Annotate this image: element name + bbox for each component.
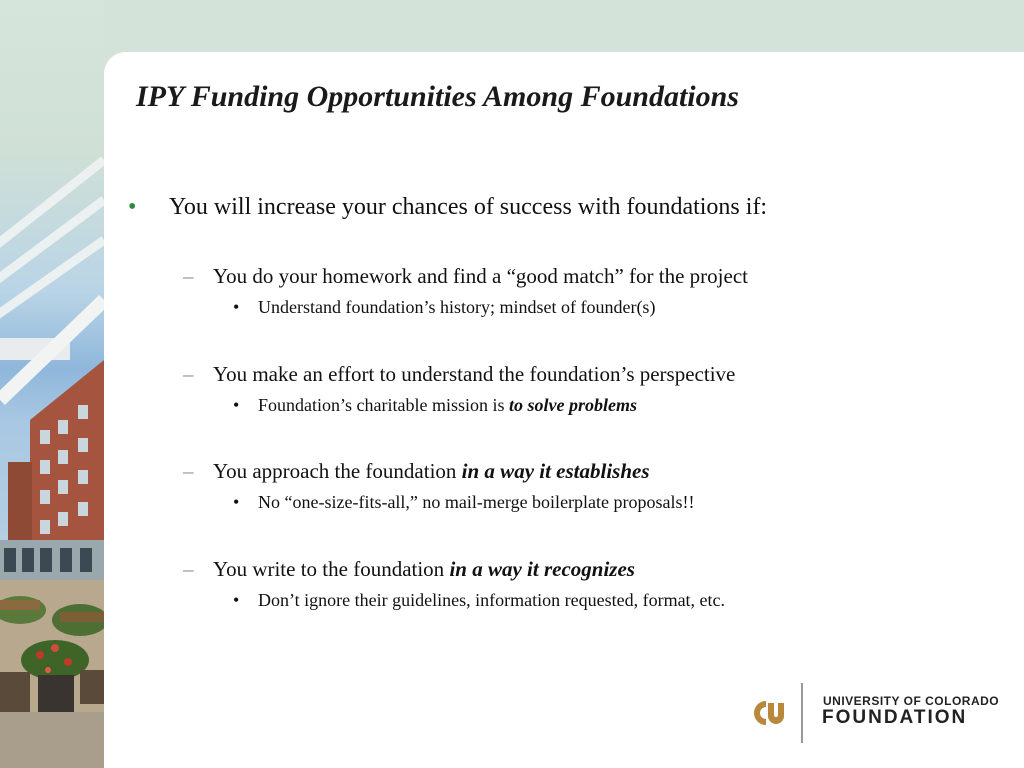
- main-bullet-text: You will increase your chances of success with foundations if:: [169, 194, 768, 220]
- detail-bullet-marker: •: [233, 590, 240, 610]
- detail-4: [258, 590, 725, 611]
- detail-2-emphasis: to solve problems: [508, 395, 637, 415]
- logo-line-foundation: FOUNDATION: [822, 707, 968, 728]
- detail-bullet-marker: •: [233, 395, 240, 415]
- sub-point-1-text: You do your homework and find a “good match” for the project: [213, 264, 748, 288]
- sub-point-2: [213, 362, 735, 387]
- main-bullet-marker: •: [128, 194, 137, 220]
- detail-2-text: Foundation’s charitable mission is: [258, 395, 509, 415]
- sub-point-dash: –: [183, 557, 194, 581]
- logo-line-university: UNIVERSITY OF COLORADO: [823, 694, 1000, 708]
- building-photo-graphic: [0, 0, 104, 768]
- building-photo: [0, 0, 104, 768]
- detail-3-text: No “one-size-fits-all,” no mail-merge boilerplate proposals!!: [258, 492, 695, 512]
- sub-point-4: [213, 557, 635, 582]
- logo-divider: [801, 683, 803, 743]
- cu-emblem-icon: [750, 695, 786, 731]
- sub-point-2-text: You make an effort to understand the foundation’s perspective: [213, 362, 736, 386]
- detail-bullet-marker: •: [233, 297, 240, 317]
- detail-1: [258, 297, 655, 318]
- detail-1-text: Understand foundation’s history; mindset of founder(s): [258, 297, 656, 317]
- sub-point-3-text: You approach the foundation: [213, 459, 462, 483]
- sub-point-4-emphasis: in a way it recognizes: [449, 557, 635, 581]
- sub-point-3-emphasis: in a way it establishes: [461, 459, 650, 483]
- cu-foundation-logo: [748, 680, 998, 746]
- detail-2: [258, 395, 637, 416]
- slide-title: IPY Funding Opportunities Among Foundations: [136, 80, 739, 113]
- sub-point-3: [213, 459, 650, 484]
- sub-point-1: [213, 264, 748, 289]
- detail-bullet-marker: •: [233, 492, 240, 512]
- detail-3: [258, 492, 695, 513]
- sub-point-dash: –: [183, 264, 194, 288]
- sub-point-dash: –: [183, 362, 194, 386]
- sub-point-4-text: You write to the foundation: [213, 557, 450, 581]
- detail-4-text: Don’t ignore their guidelines, information requested, format, etc.: [258, 590, 726, 610]
- sub-point-dash: –: [183, 459, 194, 483]
